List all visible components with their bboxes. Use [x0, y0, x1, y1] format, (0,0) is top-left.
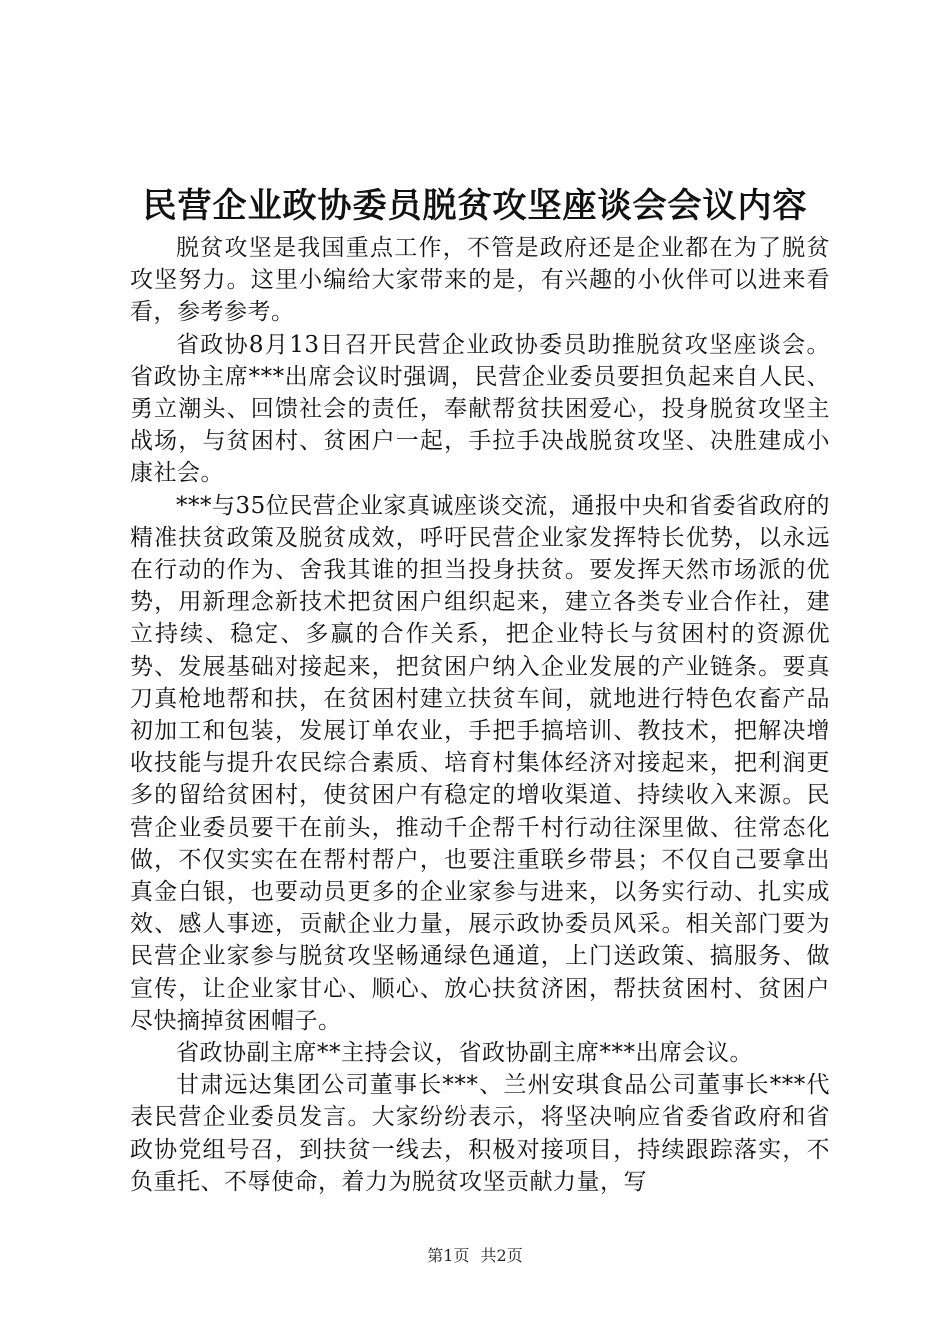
paragraph-discussion: ***与35位民营企业家真诚座谈交流，通报中央和省委省政府的精准扶贫政策及脱贫成效，呼吁民营企业家发挥特长优势，以永远在行动的作为、舍我其谁的担当投身扶贫。要发挥天然市场派的优势，用新理念新技术把贫困户组织起来，建立各类专业合作社，建立持续、稳定、多赢的合作关系，把企业特长与贫困村的资源优势、发展基础对接起来，把贫困户纳入企业发展的产业链条。要真刀真枪地帮和扶，在贫困村建立扶贫车间，就地进行特色农畜产品初加工和包装，发展订单农业，手把手搞培训、教技术，把解决增收技能与提升农民综合素质、培育村集体经济对接起来，把利润更多的留给贫困村，使贫困户有稳定的增收渠道、持续收入来源。民营企业委员要干在前头，推动千企帮千村行动往深里做、往常态化做，不仅实实在在帮村帮户，也要注重联乡带县；不仅自己要拿出真金白银，也要动员更多的企业家参与进来，以务实行动、扎实成效、感人事迹，贡献企业力量，展示政协委员风采。相关部门要为民营企业家参与脱贫攻坚畅通绿色通道，上门送政策、搞服务、做宣传，让企业家甘心、顺心、放心扶贫济困，帮扶贫困村、贫困户尽快摘掉贫困帽子。: [130, 492, 830, 1034]
page-number: 第1页: [427, 1246, 470, 1265]
paragraph-host: 省政协副主席**主持会议，省政协副主席***出席会议。: [176, 1040, 753, 1067]
page-footer: [0, 1245, 950, 1267]
document-title: 民营企业政协委员脱贫攻坚座谈会会议内容: [142, 186, 808, 226]
paragraph-meeting: 省政协8月13日召开民营企业政协委员助推脱贫攻坚座谈会。省政协主席***出席会议时强调，民营企业委员要担负起来自人民、勇立潮头、回馈社会的责任，奉献帮贫扶困爱心，投身脱贫攻坚主战场，与贫困村、贫困户一起，手拉手决战脱贫攻坚、决胜建成小康社会。: [130, 331, 830, 487]
paragraph-speakers: 甘肃远达集团公司董事长***、兰州安琪食品公司董事长***代表民营企业委员发言。大家纷纷表示，将坚决响应省委省政府和省政协党组号召，到扶贫一线去，积极对接项目，持续跟踪落实，不负重托、不辱使命，着力为脱贫攻坚贡献力量，写: [130, 1072, 830, 1195]
page-total: 共2页: [480, 1246, 523, 1265]
document-body: [130, 232, 830, 1198]
paragraph-intro: 脱贫攻坚是我国重点工作，不管是政府还是企业都在为了脱贫攻坚努力。这里小编给大家带来的是，有兴趣的小伙伴可以进来看看，参考参考。: [130, 235, 830, 326]
